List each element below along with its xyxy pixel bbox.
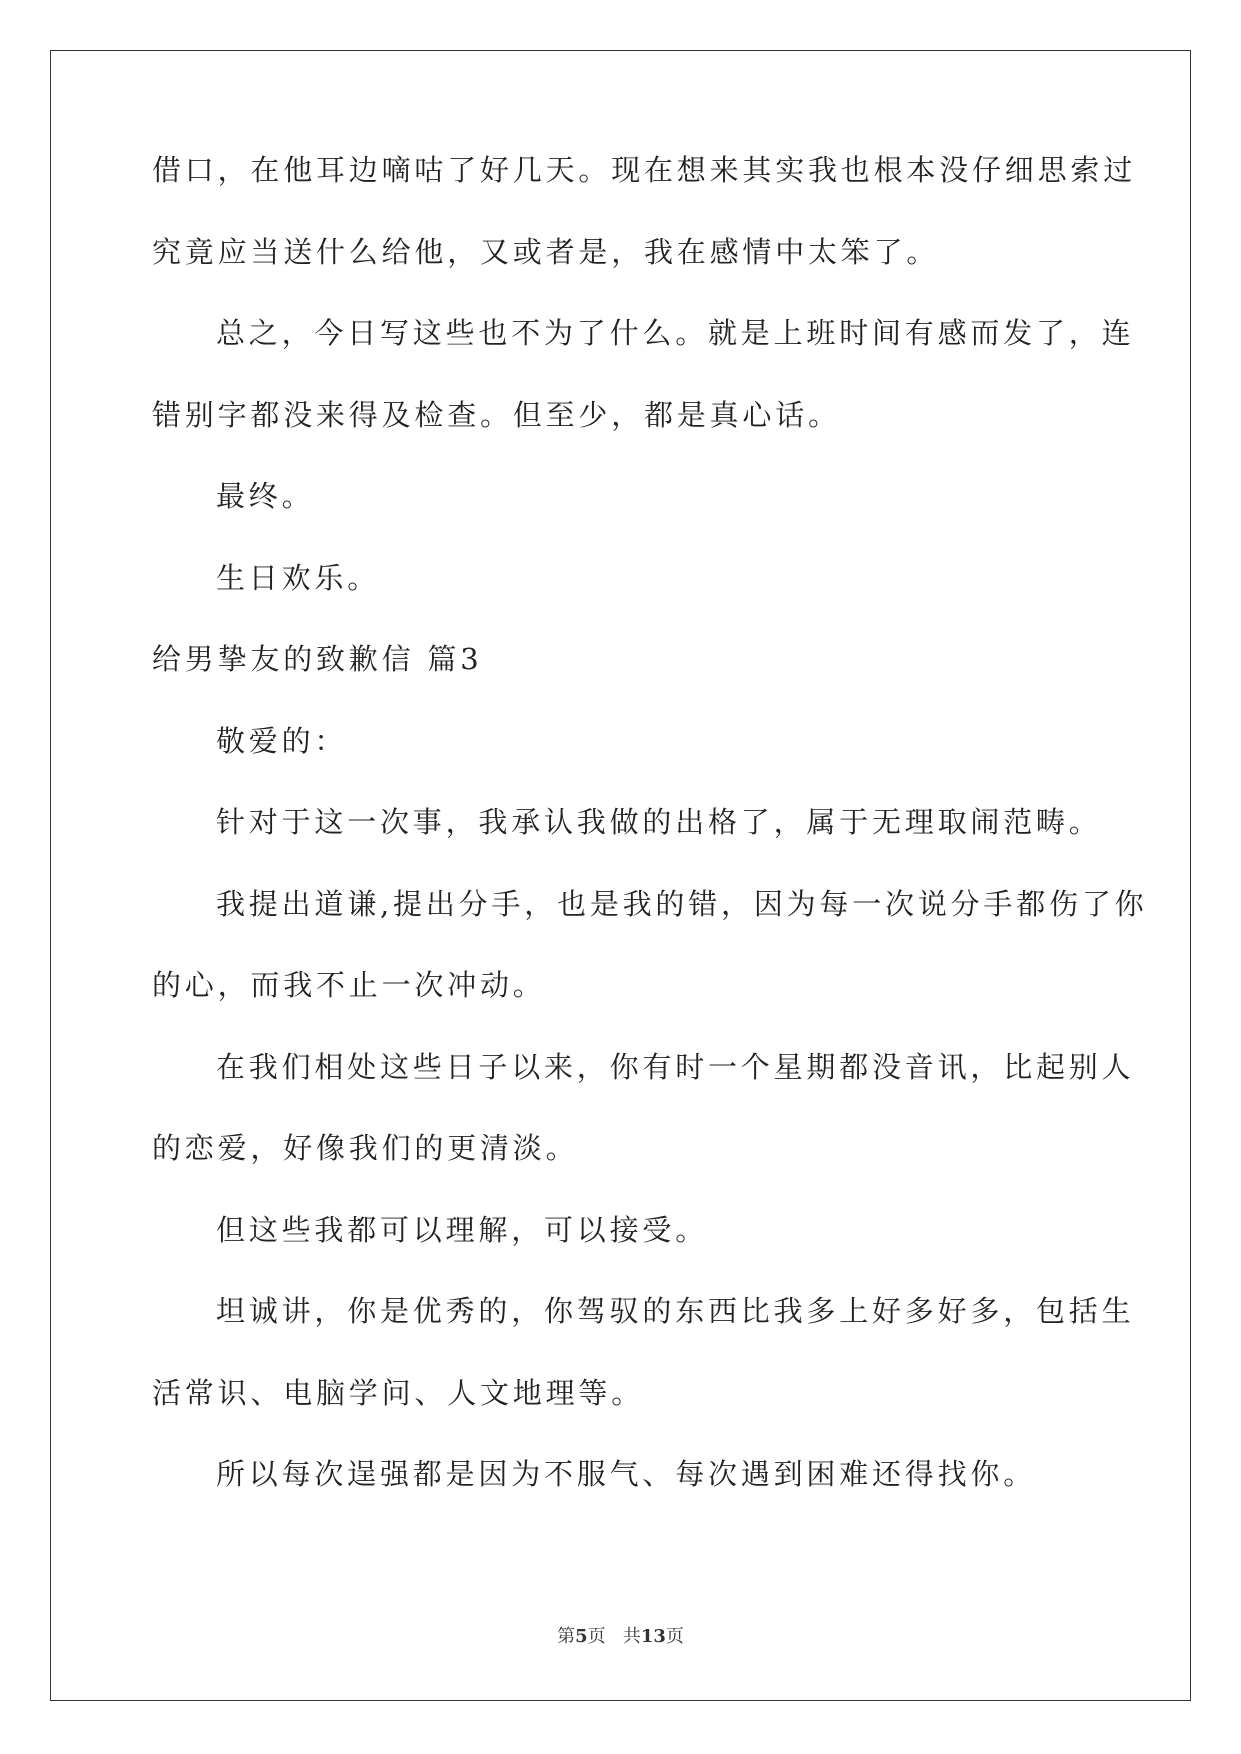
text-line: 我提出道谦,提出分手，也是我的错，因为每一次说分手都伤了你 <box>216 886 1148 921</box>
page-footer <box>0 1622 1241 1648</box>
document-body <box>152 150 1148 1536</box>
text-line: 在我们相处这些日子以来，你有时一个星期都没音讯，比起别人 <box>216 1049 1135 1084</box>
footer-page-suffix: 页 <box>587 1626 606 1647</box>
text-line: 借口，在他耳边嘀咕了好几天。现在想来其实我也根本没仔细思索过 <box>152 153 1137 187</box>
total-page-count: 13 <box>640 1626 666 1647</box>
text-line: 坦诚讲，你是优秀的，你驾驭的东西比我多上好多好多，包括生 <box>216 1294 1135 1328</box>
text-line: 错别字都没来得及检查。但至少，都是真心话。 <box>152 397 841 432</box>
text-line: 活常识、电脑学问、人文地理等。 <box>152 1375 645 1410</box>
text-line: 究竟应当送什么给他，又或者是，我在感情中太笨了。 <box>152 234 940 269</box>
footer-total-suffix: 页 <box>665 1626 684 1647</box>
text-line: 的心，而我不止一次冲动。 <box>152 968 546 1002</box>
text-line: 总之，今日写这些也不为了什么。就是上班时间有感而发了，连 <box>216 316 1135 350</box>
footer-total-prefix: 共 <box>622 1626 641 1647</box>
text-line: 所以每次逞强都是因为不服气、每次遇到困难还得找你。 <box>216 1457 1037 1491</box>
footer-prefix: 第 <box>557 1626 576 1647</box>
text-line: 针对于这一次事，我承认我做的出格了，属于无理取闹范畴。 <box>216 805 1102 839</box>
text-line: 的恋爱，好像我们的更清淡。 <box>152 1131 579 1165</box>
section-heading: 给男挚友的致歉信 篇3 <box>152 642 483 676</box>
current-page-number: 5 <box>575 1626 588 1647</box>
text-line: 最终。 <box>216 479 315 513</box>
text-line: 敬爱的： <box>216 723 348 758</box>
text-line: 但这些我都可以理解，可以接受。 <box>216 1212 709 1247</box>
text-line: 生日欢乐。 <box>216 560 381 595</box>
